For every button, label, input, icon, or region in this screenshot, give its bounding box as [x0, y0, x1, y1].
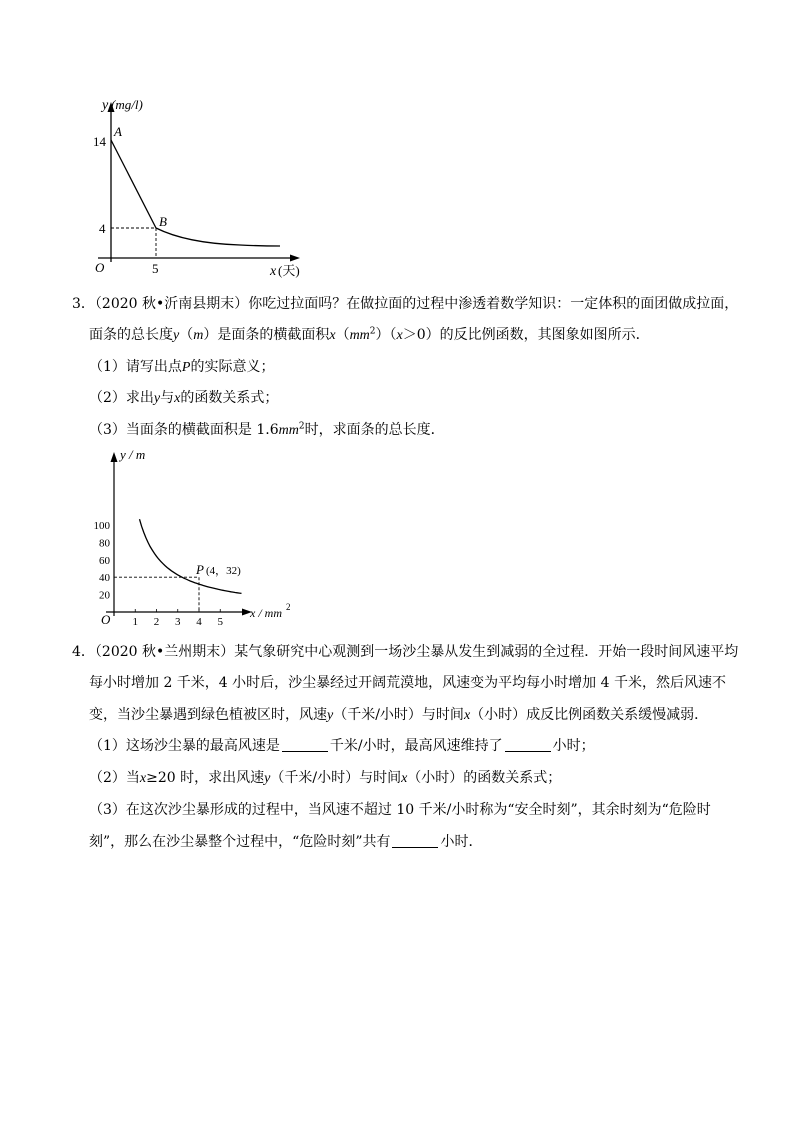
graph1-point-a: A [114, 124, 122, 139]
q4-sub3-line2 [89, 833, 482, 851]
q4-line3 [89, 706, 708, 725]
q4-sub3-line1 [89, 801, 711, 819]
q4-text: （3）在这次沙尘暴形成的过程中，当风速不超过 10 千米/小时称为“安全时刻”，其余时刻为“危险时 [89, 802, 711, 818]
graph1-decay-curve [156, 228, 280, 246]
q4-var-y: y [327, 708, 334, 723]
q4-text: （千米/小时）与时间 [270, 770, 402, 786]
q3-text: （2）求出 [89, 390, 154, 406]
q3-unit-m: m [193, 328, 204, 343]
q4-text: ≥20 时，求出风速 [146, 770, 265, 786]
graph2-y-arrow [111, 452, 118, 462]
graph2-xtick-label: 2 [153, 616, 160, 626]
q3-sub3 [89, 421, 445, 440]
q3-line2 [89, 326, 650, 345]
q4-var-y: y [264, 771, 271, 786]
q3-var-y: y [153, 391, 161, 406]
q4-text: （小时）的函数关系式； [407, 770, 562, 786]
q4-text: （1）这场沙尘暴的最高风速是 [89, 738, 280, 754]
q4-text: 小时； [552, 738, 595, 754]
q3-text: 与 [160, 390, 175, 406]
graph1-point-b: B [159, 214, 167, 229]
q3-number: 3． [72, 296, 95, 312]
q4-sub2 [89, 769, 561, 788]
q3-var-p: P [181, 360, 191, 375]
graph1-x-arrow [290, 255, 300, 262]
q4-sub1 [89, 737, 595, 755]
graph1-ytick-14: 14 [93, 134, 106, 149]
q4-text: 变，当沙尘暴遇到绿色植被区时，风速 [89, 707, 327, 723]
graph1-origin: O [95, 260, 105, 275]
graph1-xtick-5: 5 [152, 261, 159, 276]
q4-text: 小时． [440, 834, 483, 850]
graph1-x-label-unit: (天) [278, 263, 300, 278]
q3-text: （ [335, 327, 350, 343]
q3-intro: 你吃过拉面吗？在做拉面的过程中渗透着数学知识：一定体积的面团做成拉面， [248, 296, 739, 312]
graph1-x-label-var: x [270, 264, 277, 279]
answer-blank[interactable] [392, 833, 438, 848]
q3-line1 [72, 295, 738, 313]
q4-text: （2）当 [89, 770, 140, 786]
graph2-ytick-label: 80 [99, 537, 110, 550]
q3-text: ）是面条的横截面积 [203, 327, 330, 343]
graph2-ytick-label: 60 [99, 554, 110, 567]
graph2-point-label: P [196, 562, 204, 577]
graph2-x-label: x / mm [250, 606, 282, 620]
graph1-ytick-4: 4 [99, 221, 106, 236]
q3-var-x: x [174, 391, 181, 406]
q3-source: （2020 秋•沂南县期末） [94, 296, 249, 312]
q3-text: 的函数关系式； [180, 390, 279, 406]
graph2-origin: O [101, 612, 111, 626]
q4-var-x: x [463, 708, 471, 723]
q4-var-x: x [139, 771, 147, 786]
graph2-y-label: y / m [120, 448, 146, 462]
q4-source: （2020 秋•兰州期末） [94, 644, 235, 660]
q3-sup: 2 [298, 421, 305, 432]
q3-text: 面条的总长度 [89, 327, 173, 343]
graph2-ytick-label: 100 [93, 520, 110, 532]
q3-var-x: x [396, 328, 403, 343]
q3-var-x: x [329, 328, 336, 343]
graph2-inverse-curve [140, 519, 242, 593]
q4-text: 刻”，那么在沙尘暴整个过程中，“危险时刻”共有 [89, 834, 391, 850]
q3-text: ）（ [375, 327, 397, 343]
q3-sub1 [89, 358, 274, 377]
q4-var-x: x [401, 771, 408, 786]
graph1-y-label-unit: (mg/l) [111, 97, 143, 112]
q3-unit-mm: mm [278, 423, 299, 438]
graph1-segment-ab [111, 140, 156, 228]
q3-text: （3）当面条的横截面积是 1.6 [89, 422, 279, 438]
q4-line2 [89, 674, 726, 692]
answer-blank[interactable] [282, 737, 328, 752]
graph2-xtick-label: 3 [175, 616, 181, 626]
q3-text: （1）请写出点 [89, 359, 182, 375]
q4-text: 千米/小时，最高风速维持了 [329, 738, 503, 754]
graph2-x-label-sup: 2 [286, 602, 291, 612]
graph2-xtick-label: 1 [132, 616, 138, 626]
answer-blank[interactable] [505, 737, 551, 752]
graph-noodle-length [80, 448, 310, 626]
graph1-y-label-var: y [102, 98, 109, 113]
graph2-xtick-label: 5 [217, 616, 223, 626]
q4-text: 每小时增加 2 千米，4 小时后，沙尘暴经过开阔荒漠地，风速变为平均每小时增加 4 千米，然后风速不 [89, 675, 726, 691]
q3-sup: 2 [369, 326, 376, 337]
q3-text: 时，求面条的总长度． [304, 422, 445, 438]
q4-number: 4． [72, 644, 95, 660]
q3-var-y: y [173, 328, 180, 343]
q4-line1 [72, 643, 738, 661]
q3-text: 的实际意义； [190, 359, 275, 375]
q3-unit-mm: mm [349, 328, 370, 343]
q4-intro: 某气象研究中心观测到一场沙尘暴从发生到减弱的全过程．开始一段时间风速平均 [234, 644, 739, 660]
q3-sub2 [89, 389, 278, 408]
graph2-ytick-label: 20 [99, 589, 110, 602]
graph-pollutant-decay [80, 92, 320, 282]
q3-text: （ [179, 327, 194, 343]
q4-text: （小时）成反比例函数关系缓慢减弱． [470, 707, 709, 723]
q4-text: （千米/小时）与时间 [333, 707, 464, 723]
graph2-xtick-label: 4 [196, 616, 202, 626]
q3-text: ＞0）的反比例函数，其图象如图所示． [402, 327, 650, 343]
graph2-point-coords: (4，32) [206, 565, 241, 577]
graph2-ytick-label: 40 [99, 572, 110, 585]
